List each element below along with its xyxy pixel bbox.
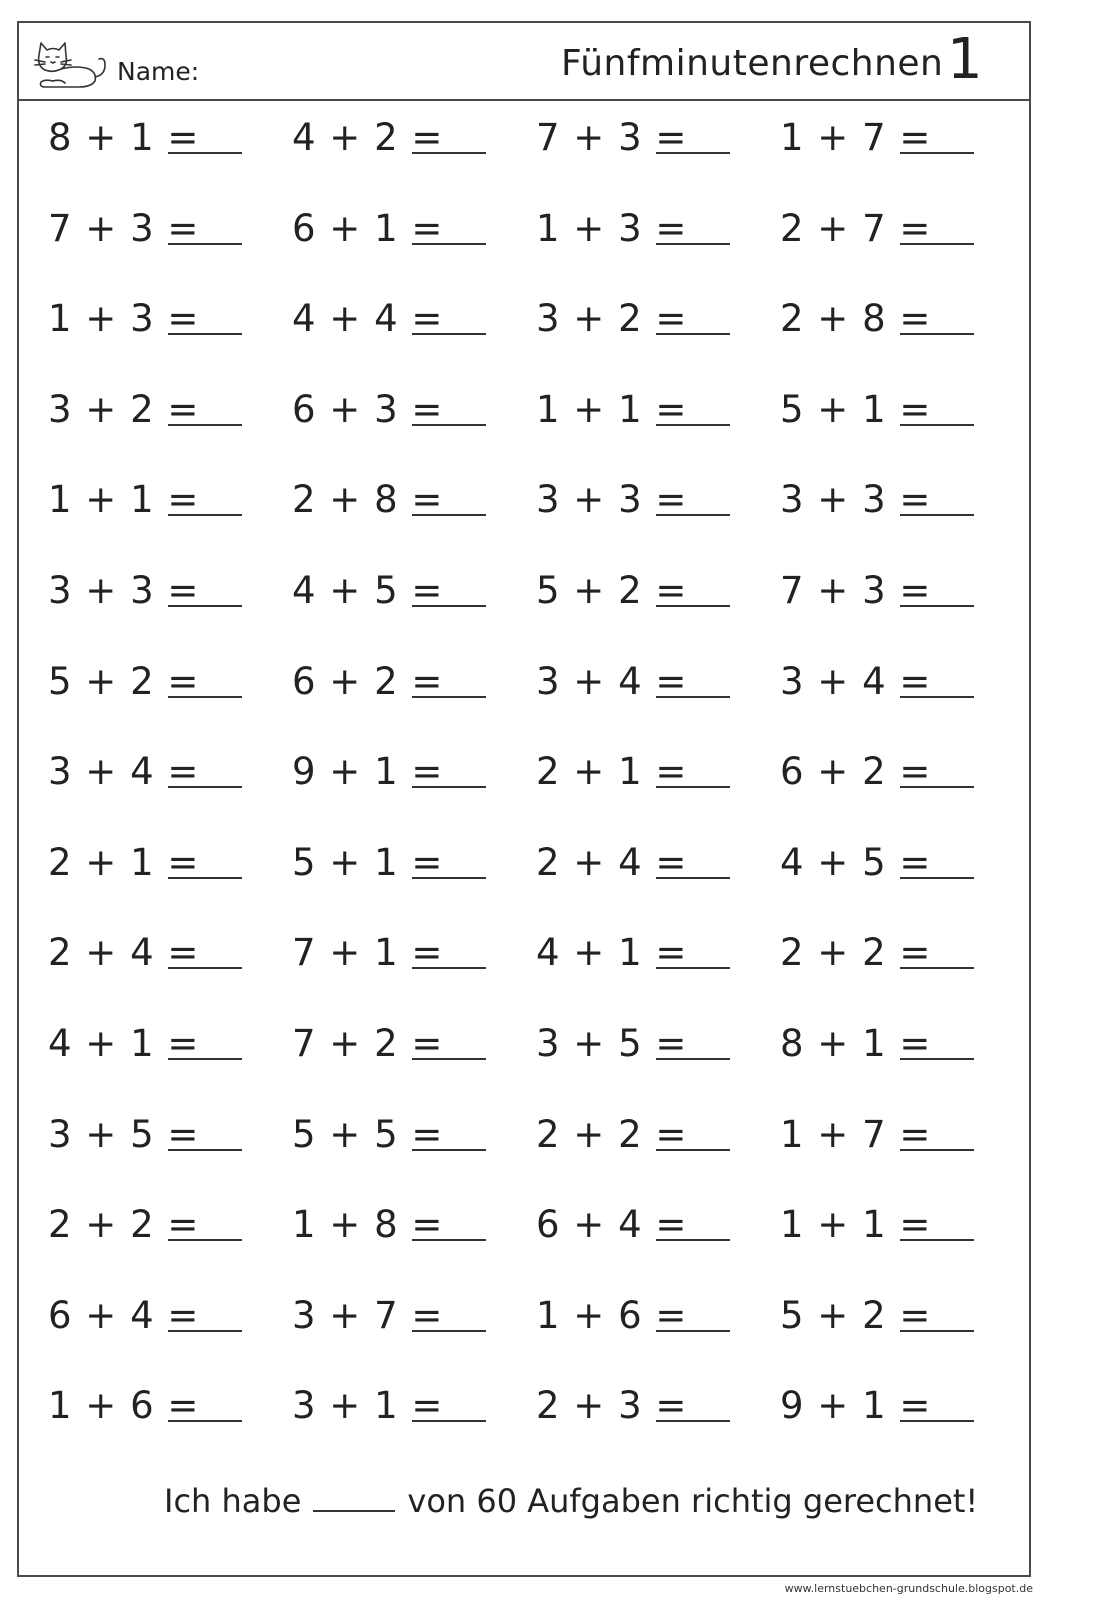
task-item xyxy=(780,660,1024,751)
answer-blank[interactable] xyxy=(900,1384,974,1422)
task-expression: 7 + 1 = xyxy=(292,931,443,975)
answer-blank[interactable] xyxy=(656,297,730,335)
task-item xyxy=(536,1294,780,1385)
task-expression: 2 + 2 = xyxy=(780,931,931,975)
answer-blank[interactable] xyxy=(412,1022,486,1060)
score-line xyxy=(164,1482,978,1520)
task-expression: 3 + 4 = xyxy=(48,750,199,794)
task-item xyxy=(536,478,780,569)
task-expression: 7 + 3 = xyxy=(536,116,687,159)
task-expression: 6 + 2 = xyxy=(292,659,443,703)
task-item xyxy=(536,1113,780,1204)
task-expression: 8 + 1 = xyxy=(780,1021,931,1065)
answer-blank[interactable] xyxy=(900,1294,974,1332)
task-item xyxy=(536,388,780,479)
task-item xyxy=(48,1384,292,1475)
answer-blank[interactable] xyxy=(168,116,242,154)
answer-blank[interactable] xyxy=(412,116,486,154)
task-expression: 5 + 5 = xyxy=(292,1112,443,1156)
task-item xyxy=(292,750,536,841)
answer-blank[interactable] xyxy=(656,478,730,516)
answer-blank[interactable] xyxy=(900,1113,974,1151)
task-item xyxy=(48,841,292,932)
task-expression: 6 + 4 = xyxy=(536,1203,687,1247)
task-expression: 7 + 2 = xyxy=(292,1021,443,1065)
task-expression: 4 + 5 = xyxy=(780,840,931,884)
answer-blank[interactable] xyxy=(656,1022,730,1060)
answer-blank[interactable] xyxy=(168,1203,242,1241)
answer-blank[interactable] xyxy=(900,297,974,335)
task-item xyxy=(780,841,1024,932)
answer-blank[interactable] xyxy=(900,1022,974,1060)
task-item xyxy=(536,931,780,1022)
answer-blank[interactable] xyxy=(656,750,730,788)
task-expression: 3 + 3 = xyxy=(536,478,687,522)
task-expression: 5 + 2 = xyxy=(780,1293,931,1337)
task-expression: 2 + 2 = xyxy=(48,1203,199,1247)
task-item xyxy=(780,297,1024,388)
task-item xyxy=(536,1022,780,1113)
answer-blank[interactable] xyxy=(900,478,974,516)
task-item xyxy=(780,569,1024,660)
answer-blank[interactable] xyxy=(412,1113,486,1151)
task-expression: 3 + 1 = xyxy=(292,1384,443,1428)
answer-blank[interactable] xyxy=(168,207,242,245)
answer-blank[interactable] xyxy=(168,569,242,607)
answer-blank[interactable] xyxy=(412,388,486,426)
answer-blank[interactable] xyxy=(900,207,974,245)
answer-blank[interactable] xyxy=(412,1203,486,1241)
task-expression: 1 + 8 = xyxy=(292,1203,443,1247)
task-expression: 3 + 7 = xyxy=(292,1293,443,1337)
answer-blank[interactable] xyxy=(168,750,242,788)
task-item xyxy=(48,931,292,1022)
task-item xyxy=(48,569,292,660)
answer-blank[interactable] xyxy=(900,660,974,698)
task-expression: 1 + 7 = xyxy=(780,1112,931,1156)
task-expression: 4 + 2 = xyxy=(292,116,443,159)
task-item xyxy=(292,569,536,660)
task-expression: 3 + 5 = xyxy=(48,1112,199,1156)
task-expression: 4 + 1 = xyxy=(48,1021,199,1065)
score-suffix: von 60 Aufgaben richtig gerechnet! xyxy=(407,1482,979,1520)
task-expression: 2 + 8 = xyxy=(780,297,931,341)
task-expression: 1 + 6 = xyxy=(536,1293,687,1337)
answer-blank[interactable] xyxy=(412,750,486,788)
task-item xyxy=(780,207,1024,298)
task-expression: 1 + 3 = xyxy=(536,206,687,250)
task-item xyxy=(292,297,536,388)
answer-blank[interactable] xyxy=(412,1384,486,1422)
answer-blank[interactable] xyxy=(656,931,730,969)
task-item xyxy=(780,388,1024,479)
answer-blank[interactable] xyxy=(656,569,730,607)
task-item xyxy=(48,660,292,751)
task-item xyxy=(292,1384,536,1475)
answer-blank[interactable] xyxy=(656,1113,730,1151)
answer-blank[interactable] xyxy=(900,116,974,154)
task-expression: 4 + 4 = xyxy=(292,297,443,341)
task-expression: 5 + 2 = xyxy=(536,568,687,612)
task-expression: 6 + 1 = xyxy=(292,206,443,250)
task-item xyxy=(780,1203,1024,1294)
task-item xyxy=(536,569,780,660)
task-expression: 5 + 1 = xyxy=(780,387,931,431)
answer-blank[interactable] xyxy=(656,207,730,245)
task-expression: 4 + 5 = xyxy=(292,568,443,612)
answer-blank[interactable] xyxy=(900,841,974,879)
score-blank[interactable] xyxy=(313,1482,395,1512)
task-item xyxy=(292,1022,536,1113)
task-expression: 6 + 4 = xyxy=(48,1293,199,1337)
answer-blank[interactable] xyxy=(168,1384,242,1422)
task-item xyxy=(292,841,536,932)
task-expression: 1 + 7 = xyxy=(780,116,931,159)
task-expression: 2 + 2 = xyxy=(536,1112,687,1156)
answer-blank[interactable] xyxy=(168,388,242,426)
task-item xyxy=(536,1203,780,1294)
task-expression: 9 + 1 = xyxy=(780,1384,931,1428)
task-expression: 9 + 1 = xyxy=(292,750,443,794)
answer-blank[interactable] xyxy=(656,660,730,698)
task-expression: 2 + 4 = xyxy=(536,840,687,884)
task-expression: 4 + 1 = xyxy=(536,931,687,975)
task-item xyxy=(292,388,536,479)
answer-blank[interactable] xyxy=(900,388,974,426)
task-item xyxy=(780,1022,1024,1113)
task-item xyxy=(48,1022,292,1113)
answer-blank[interactable] xyxy=(168,1022,242,1060)
answer-blank[interactable] xyxy=(412,931,486,969)
answer-blank[interactable] xyxy=(900,1203,974,1241)
task-item xyxy=(536,297,780,388)
answer-blank[interactable] xyxy=(412,297,486,335)
task-item xyxy=(48,297,292,388)
task-item xyxy=(48,478,292,569)
task-item xyxy=(292,931,536,1022)
task-expression: 3 + 4 = xyxy=(780,659,931,703)
task-expression: 6 + 3 = xyxy=(292,387,443,431)
answer-blank[interactable] xyxy=(168,1113,242,1151)
task-expression: 5 + 1 = xyxy=(292,840,443,884)
task-expression: 7 + 3 = xyxy=(780,568,931,612)
task-item xyxy=(292,1113,536,1204)
answer-blank[interactable] xyxy=(412,478,486,516)
task-item xyxy=(536,116,780,207)
answer-blank[interactable] xyxy=(656,388,730,426)
task-expression: 3 + 4 = xyxy=(536,659,687,703)
answer-blank[interactable] xyxy=(412,1294,486,1332)
task-item xyxy=(536,750,780,841)
task-item xyxy=(780,116,1024,207)
answer-blank[interactable] xyxy=(900,569,974,607)
worksheet-header xyxy=(19,23,1029,101)
answer-blank[interactable] xyxy=(900,750,974,788)
task-expression: 2 + 4 = xyxy=(48,931,199,975)
answer-blank[interactable] xyxy=(656,1384,730,1422)
task-item xyxy=(780,1113,1024,1204)
task-item xyxy=(48,207,292,298)
task-item xyxy=(536,207,780,298)
answer-blank[interactable] xyxy=(168,478,242,516)
task-expression: 1 + 1 = xyxy=(536,387,687,431)
answer-blank[interactable] xyxy=(656,1294,730,1332)
task-expression: 2 + 8 = xyxy=(292,478,443,522)
task-expression: 3 + 5 = xyxy=(536,1021,687,1065)
task-item xyxy=(292,478,536,569)
task-item xyxy=(292,116,536,207)
task-item xyxy=(780,478,1024,569)
task-expression: 2 + 1 = xyxy=(48,840,199,884)
answer-blank[interactable] xyxy=(168,297,242,335)
answer-blank[interactable] xyxy=(412,660,486,698)
answer-blank[interactable] xyxy=(168,931,242,969)
answer-blank[interactable] xyxy=(168,1294,242,1332)
task-expression: 7 + 3 = xyxy=(48,206,199,250)
task-item xyxy=(292,1203,536,1294)
answer-blank[interactable] xyxy=(656,841,730,879)
task-expression: 2 + 1 = xyxy=(536,750,687,794)
task-item xyxy=(48,1113,292,1204)
task-expression: 2 + 3 = xyxy=(536,1384,687,1428)
task-expression: 1 + 1 = xyxy=(48,478,199,522)
task-expression: 3 + 3 = xyxy=(48,568,199,612)
answer-blank[interactable] xyxy=(168,841,242,879)
task-item xyxy=(536,660,780,751)
name-label: Name: xyxy=(117,57,200,86)
task-expression: 1 + 1 = xyxy=(780,1203,931,1247)
task-item xyxy=(292,1294,536,1385)
task-expression: 1 + 6 = xyxy=(48,1384,199,1428)
task-item xyxy=(48,1203,292,1294)
task-item xyxy=(292,207,536,298)
task-item xyxy=(48,1294,292,1385)
score-prefix: Ich habe xyxy=(164,1482,302,1520)
answer-blank[interactable] xyxy=(900,931,974,969)
cat-icon xyxy=(31,35,111,91)
task-item xyxy=(780,1294,1024,1385)
task-item xyxy=(48,388,292,479)
sheet-number: 1 xyxy=(947,27,983,92)
task-item xyxy=(780,931,1024,1022)
task-expression: 1 + 3 = xyxy=(48,297,199,341)
task-item xyxy=(48,750,292,841)
task-expression: 6 + 2 = xyxy=(780,750,931,794)
answer-blank[interactable] xyxy=(412,207,486,245)
task-expression: 3 + 3 = xyxy=(780,478,931,522)
task-expression: 8 + 1 = xyxy=(48,116,199,159)
task-item xyxy=(780,750,1024,841)
task-item xyxy=(780,1384,1024,1475)
worksheet-title: Fünfminutenrechnen xyxy=(561,43,944,84)
answer-blank[interactable] xyxy=(656,116,730,154)
task-expression: 2 + 7 = xyxy=(780,206,931,250)
task-item xyxy=(292,660,536,751)
task-grid xyxy=(48,116,1008,1475)
task-expression: 3 + 2 = xyxy=(536,297,687,341)
answer-blank[interactable] xyxy=(656,1203,730,1241)
task-item xyxy=(48,116,292,207)
task-expression: 3 + 2 = xyxy=(48,387,199,431)
answer-blank[interactable] xyxy=(412,569,486,607)
task-item xyxy=(536,841,780,932)
task-expression: 5 + 2 = xyxy=(48,659,199,703)
answer-blank[interactable] xyxy=(412,841,486,879)
answer-blank[interactable] xyxy=(168,660,242,698)
source-url: www.lernstuebchen-grundschule.blogspot.de xyxy=(784,1582,1033,1595)
task-item xyxy=(536,1384,780,1475)
